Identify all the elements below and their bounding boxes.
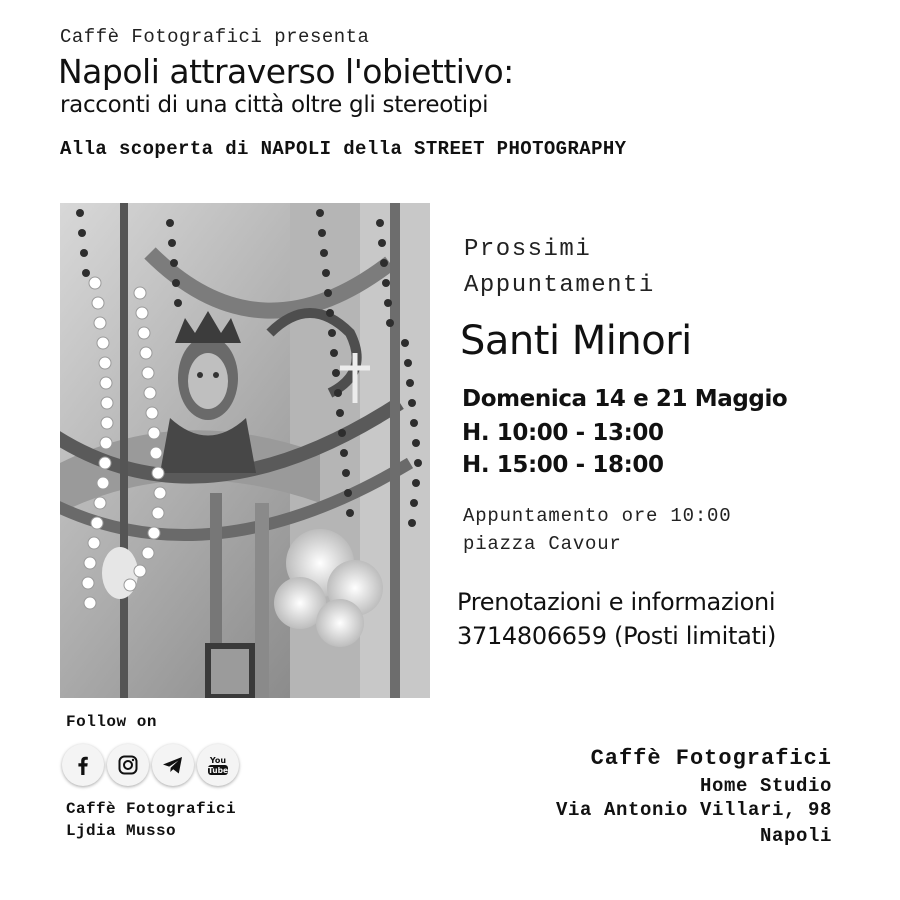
appointments-heading: Prossimi Appuntamenti [464,236,655,299]
credit-organization: Caffè Fotografici [66,800,237,818]
meeting-place: piazza Cavour [463,533,622,555]
event-name: Santi Minori [460,318,692,364]
credit-author: Ljdia Musso [66,822,177,840]
event-tagline: Alla scoperta di NAPOLI della STREET PHOTOGRAPHY [60,138,627,160]
event-time-afternoon: H. 15:00 - 18:00 [462,452,664,478]
studio-city: Napoli [759,825,832,847]
booking-phone: 3714806659 (Posti limitati) [457,622,777,650]
booking-info: Prenotazioni e informazioni [457,588,776,616]
youtube-text-1: You [209,756,227,765]
event-date: Domenica 14 e 21 Maggio [462,386,788,412]
meeting-time: Appuntamento ore 10:00 [463,505,732,527]
instagram-icon[interactable] [107,744,149,786]
follow-label: Follow on [66,713,157,731]
event-time-morning: H. 10:00 - 13:00 [462,420,664,446]
studio-type: Home Studio [699,775,832,797]
youtube-icon[interactable] [197,744,239,786]
youtube-text-2: Tube [207,766,229,775]
shrine-photo [60,203,430,698]
telegram-icon[interactable] [152,744,194,786]
studio-street: Via Antonio Villari, 98 [555,799,832,821]
facebook-icon[interactable] [62,744,104,786]
social-links [62,744,239,786]
event-title: Napoli attraverso l'obiettivo: [58,52,514,91]
event-subtitle: racconti di una città oltre gli stereotipi [60,92,489,118]
presenter-line: Caffè Fotografici presenta [60,26,370,48]
studio-name: Caffè Fotografici [590,746,832,771]
